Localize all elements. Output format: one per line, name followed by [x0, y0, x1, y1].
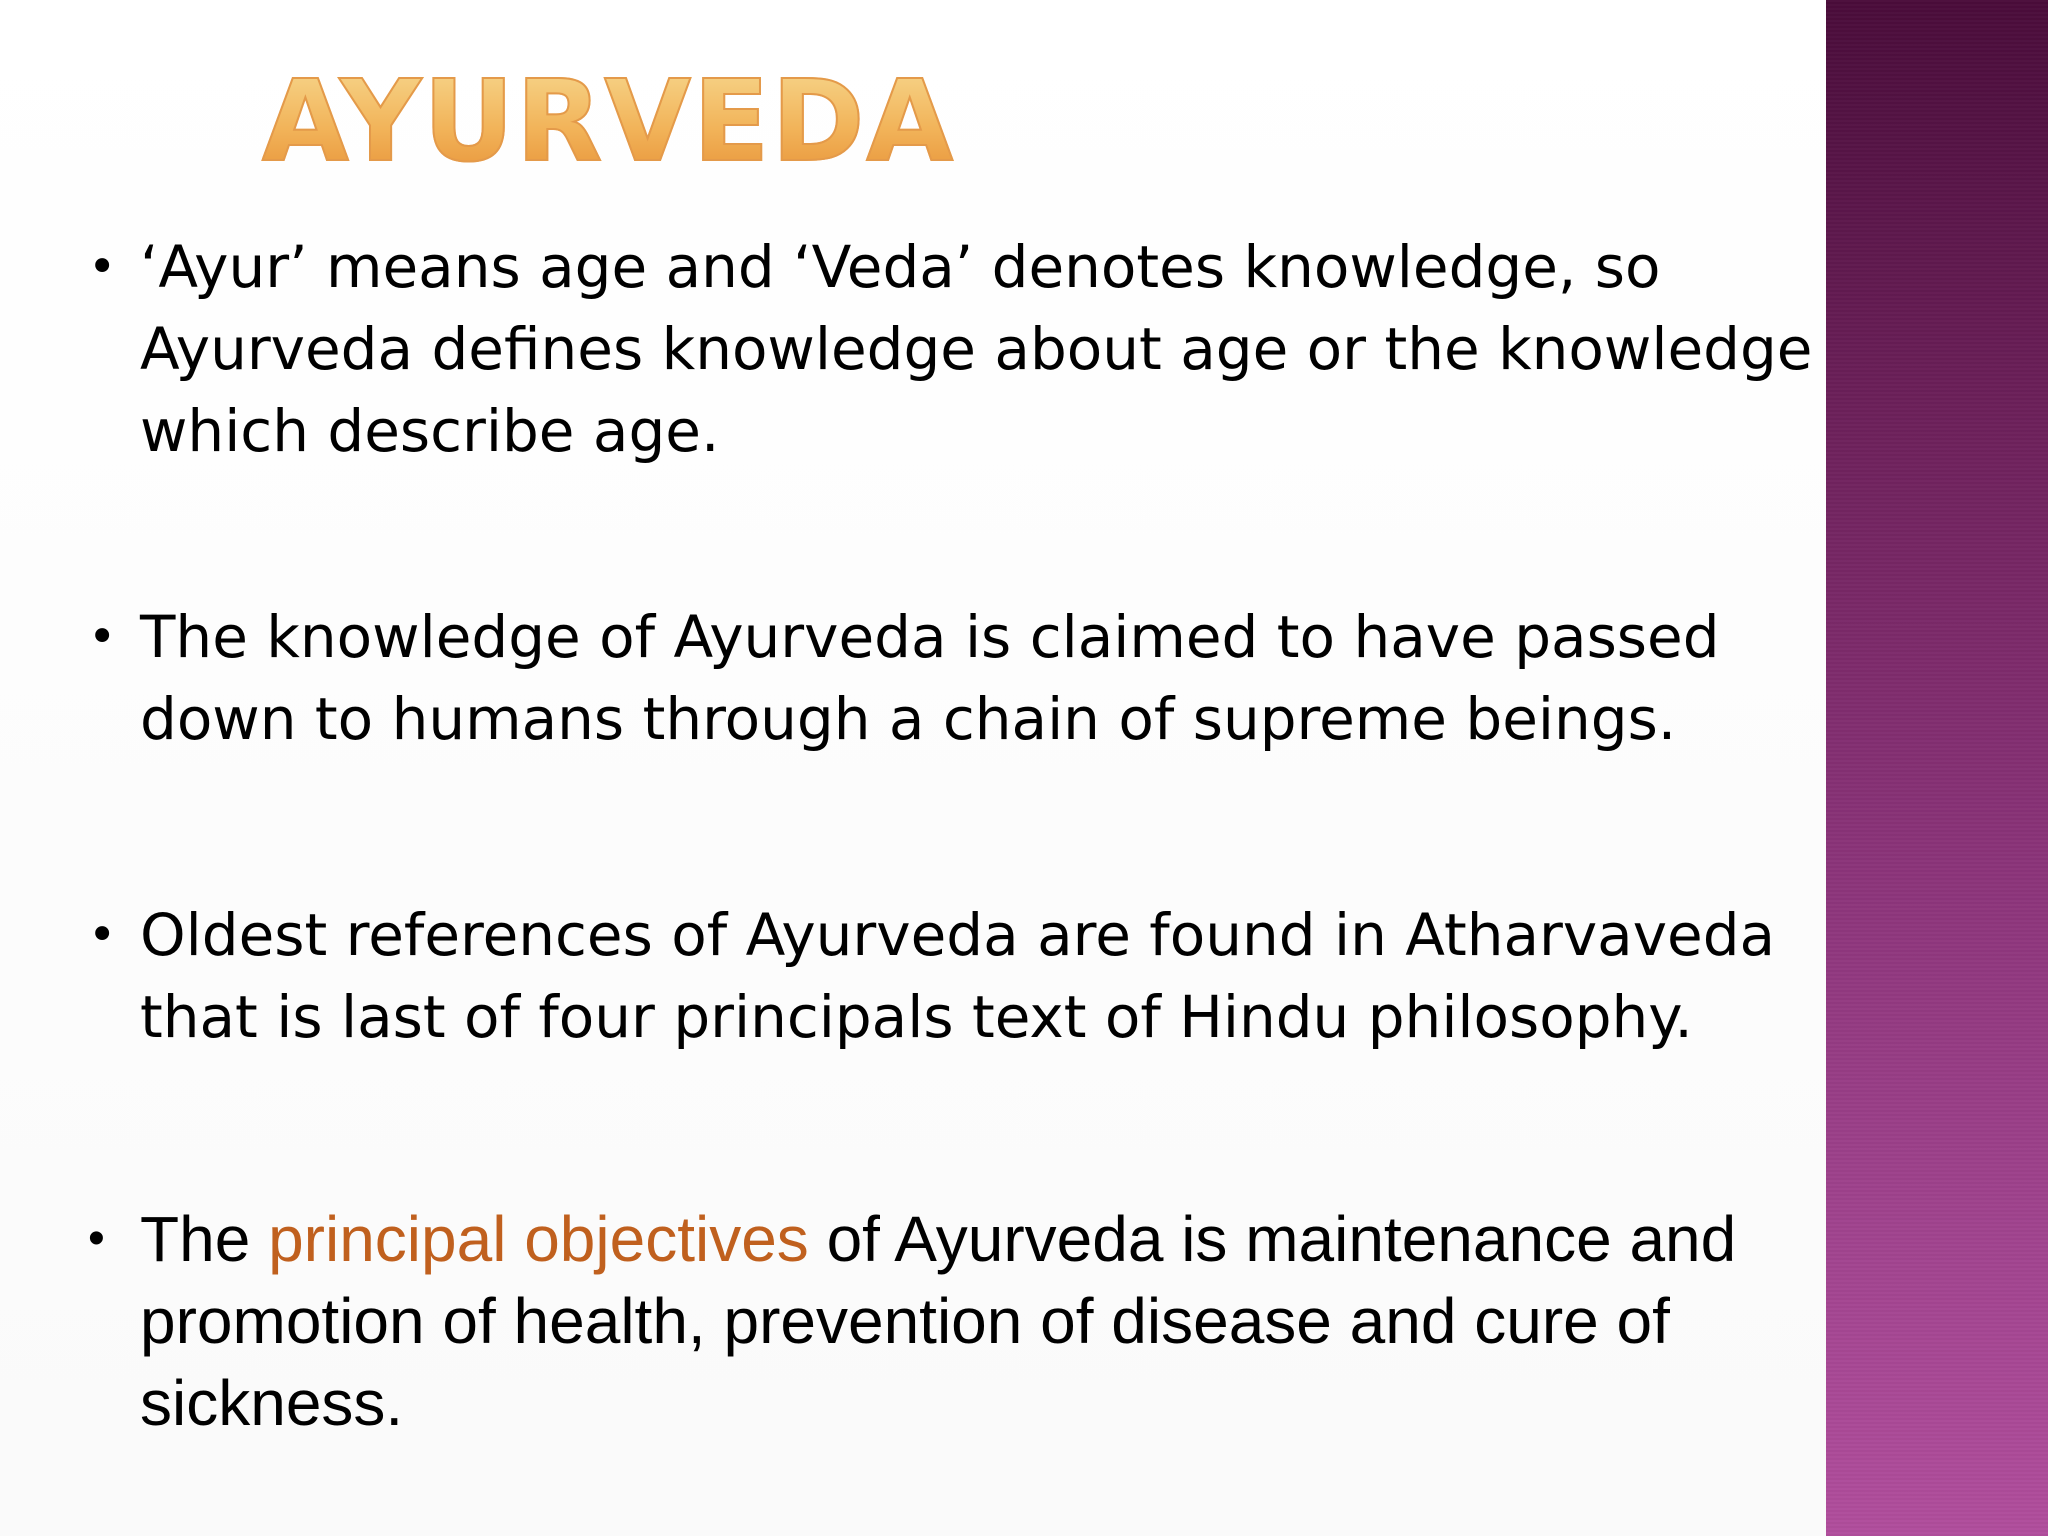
bullet-text: Oldest references of Ayurveda are found in Atharvaveda that is last of four principals text of Hindu philosophy. — [140, 901, 1776, 1051]
bullet-item-2 — [88, 596, 1888, 760]
bullet-dot-icon: • — [88, 1212, 105, 1265]
bullet-item-3 — [88, 894, 1888, 1058]
bullet-text: The knowledge of Ayurveda is claimed to have passed down to humans through a chain of supreme beings. — [140, 603, 1720, 753]
bullet-dot-icon: • — [88, 239, 117, 295]
bullet-dot-icon: • — [88, 609, 117, 665]
bullet-text: ‘Ayur’ means age and ‘Veda’ denotes knowledge, so Ayurveda defines knowledge about age or the knowledge which describe age. — [140, 233, 1813, 465]
bullet-item-1 — [88, 226, 1888, 472]
bullet-dot-icon: • — [88, 907, 117, 963]
bullet-text-prefix: The — [140, 1203, 269, 1275]
bullet-item-4 — [88, 1198, 1888, 1444]
slide-title: AYURVEDA — [262, 57, 956, 187]
bullet-list — [88, 226, 1888, 1444]
highlighted-phrase: principal objectives — [268, 1203, 809, 1275]
bullet-text-suffix: of Ayurveda is maintenance and promotion of health, prevention of disease and cure of sickness. — [140, 1203, 1737, 1439]
